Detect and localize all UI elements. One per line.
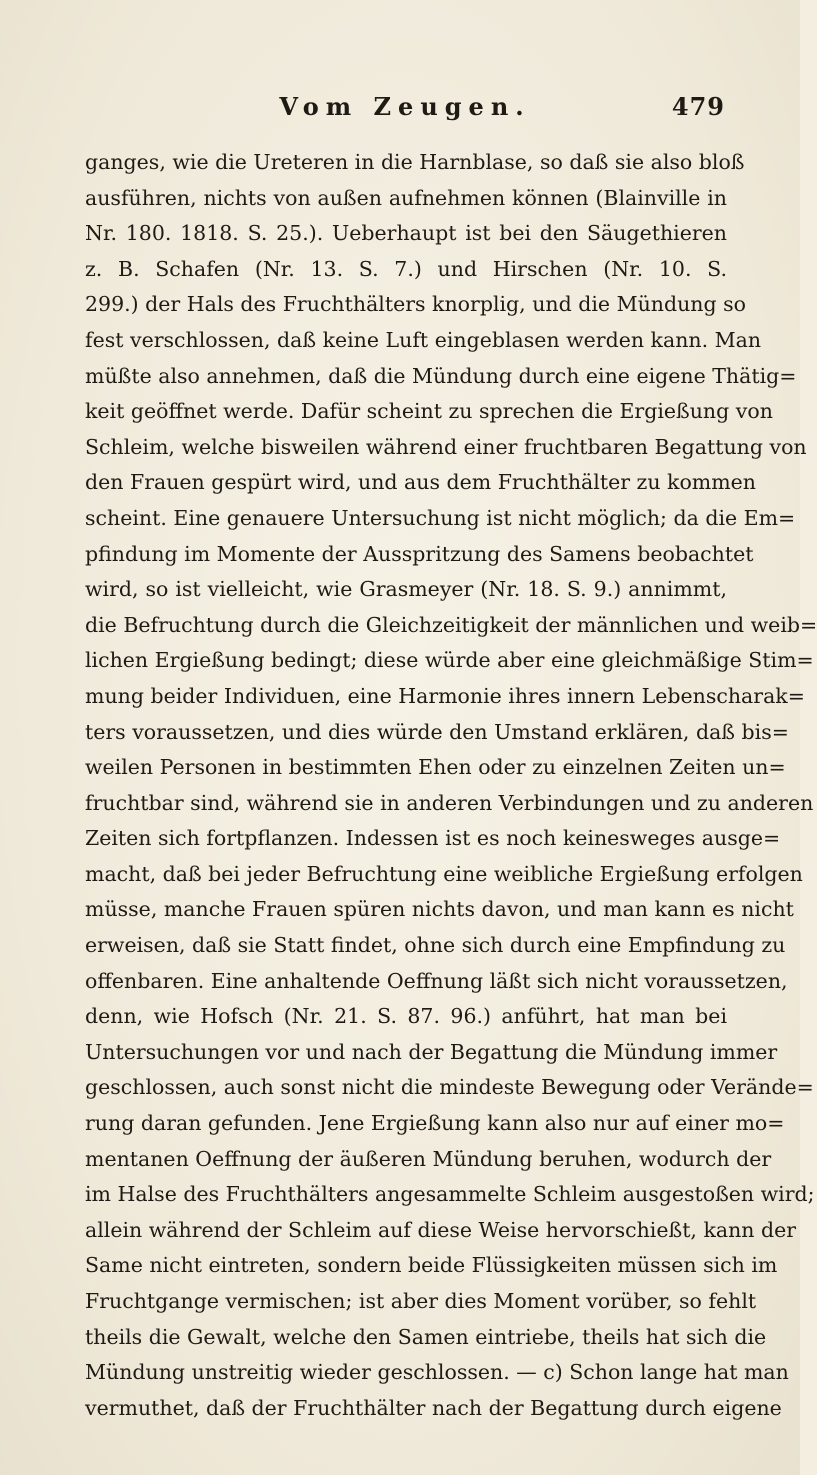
- text-line: im Halse des Fruchthälters angesammelte Schleim ausgestoßen wird;: [85, 1182, 815, 1207]
- text-line: Nr. 180. 1818. S. 25.). Ueberhaupt ist bei den Säugethieren: [85, 221, 727, 246]
- text-line: pfindung im Momente der Ausspritzung des Samens beobachtet: [85, 541, 754, 566]
- text-line: fruchtbar sind, während sie in anderen Verbindungen und zu anderen: [85, 790, 814, 815]
- text-line: allein während der Schleim auf diese Weise hervorschießt, kann der: [85, 1217, 797, 1242]
- text-line: ters voraussetzen, und dies würde den Umstand erklären, daß bis=: [85, 719, 789, 744]
- text-line: denn, wie Hofsch (Nr. 21. S. 87. 96.) anführt, hat man bei: [85, 1004, 727, 1029]
- text-line: rung daran gefunden. Jene Ergießung kann also nur auf einer mo=: [85, 1111, 785, 1136]
- text-line: Fruchtgange vermischen; ist aber dies Moment vorüber, so fehlt: [85, 1289, 757, 1313]
- text-line: wird, so ist vielleicht, wie Grasmeyer (Nr. 18. S. 9.) annimmt,: [85, 577, 727, 602]
- text-line: offenbaren. Eine anhaltende Oeffnung läßt sich nicht voraussetzen,: [85, 968, 788, 993]
- text-line: Zeiten sich fortpflanzen. Indessen ist es noch keinesweges ausge=: [85, 826, 781, 851]
- text-line: müsse, manche Frauen spüren nichts davon, und man kann es nicht: [85, 897, 794, 922]
- running-title: Vom Zeugen.: [279, 92, 531, 121]
- text-line: vermuthet, daß der Fruchthälter nach der Begattung durch eigene: [85, 1395, 782, 1420]
- page-number: 479: [671, 92, 725, 121]
- text-line: den Frauen gespürt wird, und aus dem Fruchthälter zu kommen: [85, 470, 757, 495]
- text-line: Schleim, welche bisweilen während einer fruchtbaren Begattung von: [85, 434, 807, 459]
- text-line: lichen Ergießung bedingt; diese würde aber eine gleichmäßige Stim=: [85, 648, 814, 673]
- text-line: müßte also annehmen, daß die Mündung durch eine eigene Thätig=: [85, 363, 797, 388]
- text-line: mentanen Oeffnung der äußeren Mündung beruhen, wodurch der: [85, 1146, 772, 1171]
- page-header: [85, 92, 725, 126]
- text-line: Same nicht eintreten, sondern beide Flüssigkeiten müssen sich im: [85, 1253, 778, 1278]
- text-line: Mündung unstreitig wieder geschlossen. — c) Schon lange hat man: [85, 1360, 789, 1385]
- text-line: theils die Gewalt, welche den Samen eintriebe, theils hat sich die: [85, 1324, 767, 1349]
- text-line: 299.) der Hals des Fruchthälters knorplig, und die Mündung so: [85, 292, 747, 317]
- text-line: fest verschlossen, daß keine Luft eingeblasen werden kann. Man: [85, 327, 762, 352]
- text-line: weilen Personen in bestimmten Ehen oder zu einzelnen Zeiten un=: [85, 755, 786, 780]
- text-line: die Befruchtung durch die Gleichzeitigkeit der männlichen und weib=: [85, 612, 817, 637]
- text-line: geschlossen, auch sonst nicht die mindeste Bewegung oder Verände=: [85, 1075, 814, 1100]
- text-line: macht, daß bei jeder Befruchtung eine weibliche Ergießung erfolgen: [85, 861, 803, 886]
- text-line: mung beider Individuen, eine Harmonie ihres innern Lebenscharak=: [85, 683, 805, 708]
- text-line: ganges, wie die Ureteren in die Harnblase, so daß sie also bloß: [85, 150, 745, 174]
- text-line: keit geöffnet werde. Dafür scheint zu sprechen die Ergießung von: [85, 399, 773, 424]
- text-line: z. B. Schafen (Nr. 13. S. 7.) und Hirschen (Nr. 10. S.: [85, 256, 727, 281]
- body-text: [85, 145, 817, 1426]
- text-line: Untersuchungen vor und nach der Begattung die Mündung immer: [85, 1039, 778, 1064]
- text-line: erweisen, daß sie Statt findet, ohne sich durch eine Empfindung zu: [85, 933, 786, 958]
- text-line: scheint. Eine genauere Untersuchung ist nicht möglich; da die Em=: [85, 505, 796, 530]
- text-line: ausführen, nichts von außen aufnehmen können (Blainville in: [85, 185, 727, 210]
